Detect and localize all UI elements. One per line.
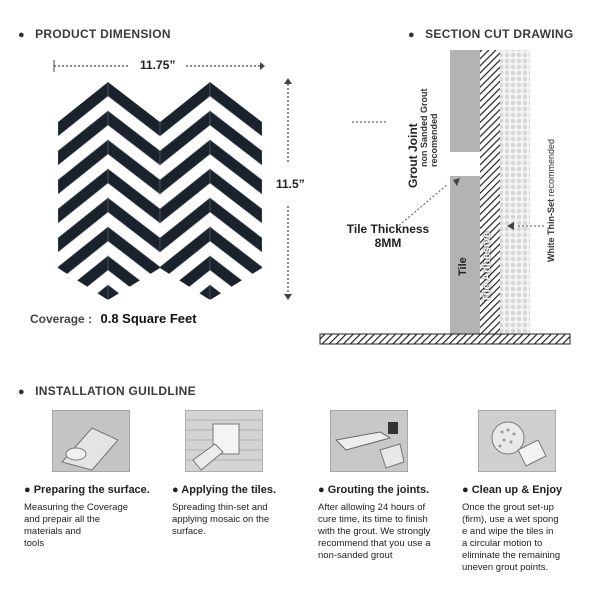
step-title: Clean up & Enjoy	[471, 484, 563, 496]
bullet-icon: ●	[462, 484, 472, 496]
base-slab	[320, 334, 570, 344]
coverage-value: 0.8 Square Feet	[100, 311, 197, 326]
step-title: Applying the tiles.	[181, 484, 277, 496]
bullet-icon: ●	[18, 29, 25, 41]
bullet-icon: ●	[318, 484, 328, 496]
grout-joint-area	[450, 50, 480, 152]
installation-header: ● INSTALLATION GUILDLINE	[18, 384, 196, 398]
step-image-apply	[185, 410, 263, 472]
step-title: Preparing the surface.	[33, 484, 150, 496]
height-label: 11.5”	[276, 177, 305, 191]
step-title: Grouting the joints.	[327, 484, 430, 496]
step-apply: ● Applying the tiles. Spreading thin-set and applying mosaic on the surface.	[172, 484, 277, 537]
width-label: 11.75”	[140, 58, 176, 72]
grout-joint-gap	[450, 152, 478, 176]
tile-layer	[450, 176, 480, 334]
step-grout: ● Grouting the joints. After allowing 24 hours of cure time, its time to finish with the grout. We strongly recommend that you use a non-sanded grout	[318, 484, 431, 561]
grout-note: non Sanded Grout recomended	[419, 88, 439, 167]
bullet-icon: ●	[172, 484, 182, 496]
herringbone-tile	[58, 82, 262, 339]
step-prepare: ● Preparing the surface. Measuring the Coverage and prepair all the materials and tools	[24, 484, 150, 549]
grout-joint-label: Grout Joint	[406, 123, 420, 188]
thinset-label: White Thin-Set recommended	[546, 138, 556, 262]
section-cut-header: ● SECTION CUT DRAWING	[408, 27, 574, 41]
thinset-layer	[500, 50, 530, 334]
tile-adhesive-label: Tile Adhesive	[481, 231, 493, 302]
step-image-clean	[478, 410, 556, 472]
product-dimension-header: ● PRODUCT DIMENSION	[18, 27, 171, 41]
step-image-prepare	[52, 410, 130, 472]
bullet-icon: ●	[18, 386, 25, 398]
product-dimension-drawing	[0, 0, 320, 340]
step-image-grout	[330, 410, 408, 472]
bullet-icon: ●	[408, 29, 415, 41]
tile-thickness: Tile Thickness 8MM	[346, 222, 430, 250]
coverage	[30, 310, 197, 328]
herringbone-strip	[210, 285, 262, 339]
coverage-label: Coverage :	[30, 312, 93, 326]
bullet-icon: ●	[24, 484, 34, 496]
tile-label: Tile	[457, 257, 469, 276]
step-clean: ● Clean up & Enjoy Once the grout set-up (firm), use a wet spong e and wipe the tiles in a circular motion to eliminate the remaining uneven grout points.	[462, 484, 563, 573]
